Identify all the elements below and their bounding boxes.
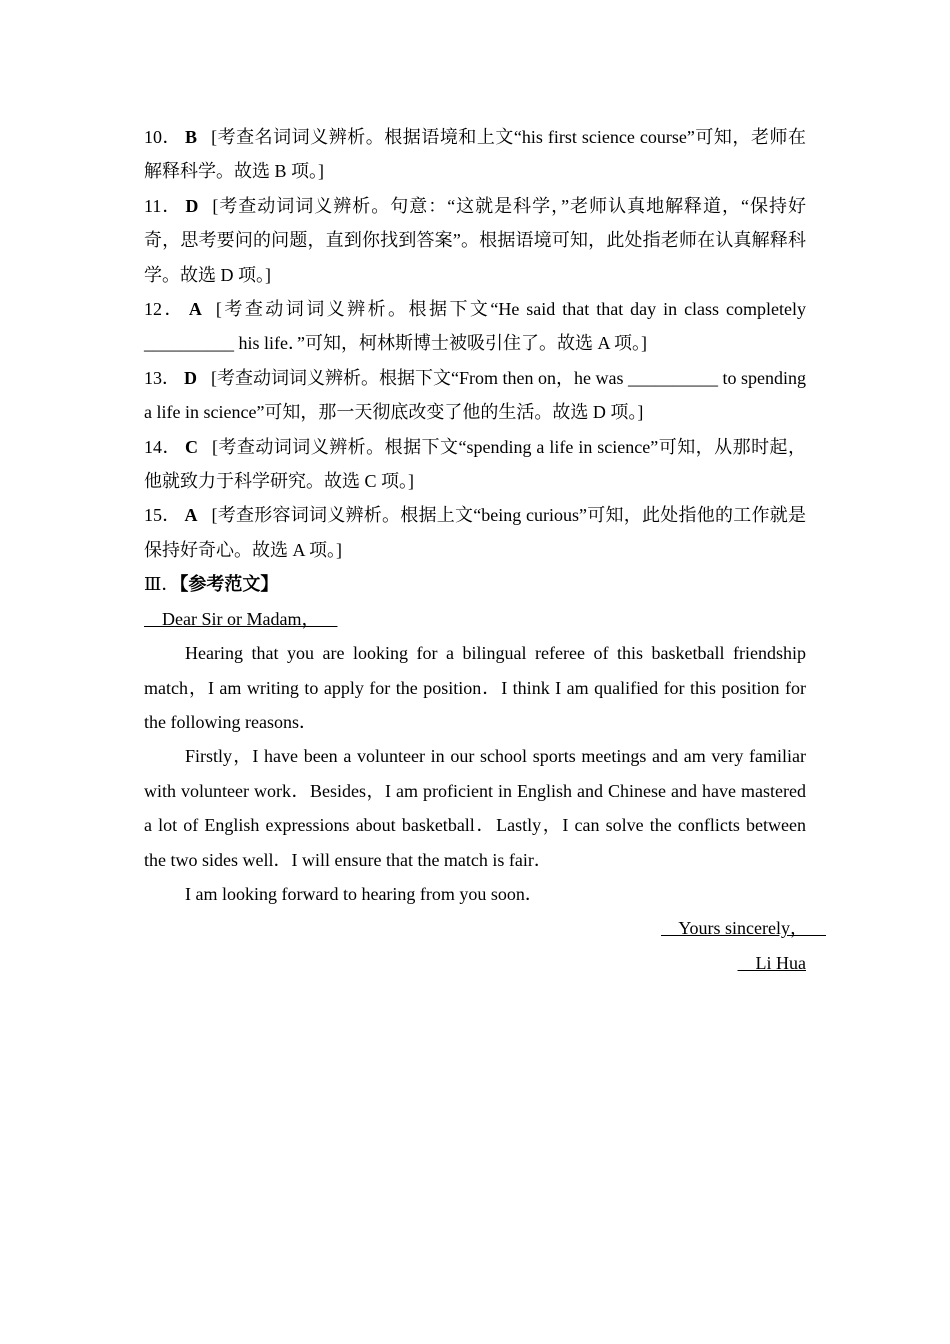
answer-letter: C [184,436,198,457]
answer-item [144,120,806,189]
answer-item [144,498,806,567]
signature-line [144,946,806,980]
answer-number: 12． [144,299,185,320]
answer-letter: A [184,505,198,526]
answer-number: 13． [144,367,181,388]
document-body [144,120,826,980]
answer-item [144,361,806,430]
section-number: Ⅲ． [144,574,180,595]
answer-number: 14． [144,436,181,457]
answer-letter: A [188,299,202,320]
answer-number: 15． [144,505,181,526]
answer-explanation: [考查动词词义辨析。根据下文“He said that that day in class completely __________ his life．”可知，柯林斯博士被吸引住了。故选 A 项。] [144,299,806,354]
section-heading [144,567,806,601]
letter-paragraph: I am looking forward to hearing from you soon． [185,883,543,904]
letter-paragraph: Hearing that you are looking for a bilingual referee of this basketball friendship match，I am writing to apply for the position．I think I am qualified for this position for the following reasons． [144,643,806,732]
answer-number: 11． [144,195,182,216]
answer-explanation: [考查动词词义辨析。根据下文“From then on，he was __________ to spending a life in science”可知，那一天彻底改变了他的生活。故选 D 项。] [144,367,807,423]
answer-letter: D [185,195,199,216]
answer-item [144,292,806,361]
salutation: Dear Sir or Madam， [144,608,338,629]
salutation-line [144,602,806,636]
answer-letter: D [184,367,198,388]
answer-number: 10． [144,127,182,147]
signature: Li Hua [737,952,806,973]
answer-explanation: [考查动词词义辨析。句意：“这就是科学，”老师认真地解释道，“保持好奇，思考要问的问题，直到你找到答案”。根据语境可知，此处指老师在认真解释科学。故选 D 项。] [144,195,806,285]
answer-explanation: [考查动词词义辨析。根据下文“spending a life in science”可知，从那时起，他就致力于科学研究。故选 C 项。] [144,436,806,492]
answer-item [144,189,806,292]
closing: Yours sincerely， [661,918,826,939]
answer-explanation: [考查形容词词义辨析。根据上文“being curious”可知，此处指他的工作就是保持好奇心。故选 A 项。] [144,505,807,560]
answer-letter: B [185,127,198,147]
answer-explanation: [考查名词词义辨析。根据语境和上文“his first science course”可知，老师在解释科学。故选 B 项。] [144,127,806,182]
section-title: 【参考范文】 [179,574,279,595]
letter-paragraph: Firstly，I have been a volunteer in our school sports meetings and am very familiar with volunteer work．Besides，I am proficient in English and Chinese and have mastered a lot of English expressions about basketball．Lastly，I can solve the conflicts between the two sides well．I will ensure that the match is fair． [144,746,806,870]
answer-item [144,430,806,499]
closing-line [144,911,826,945]
